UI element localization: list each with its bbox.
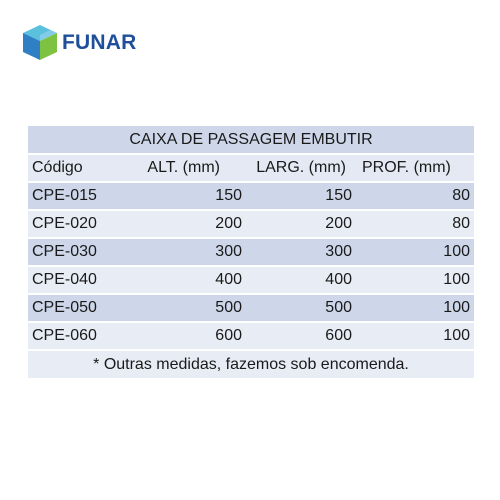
- cell-altura: 300: [136, 238, 246, 266]
- cell-codigo: CPE-060: [28, 322, 136, 350]
- cell-altura: 200: [136, 210, 246, 238]
- cell-largura: 300: [246, 238, 356, 266]
- cell-largura: 500: [246, 294, 356, 322]
- column-header-altura: ALT. (mm): [136, 154, 246, 182]
- cell-codigo: CPE-040: [28, 266, 136, 294]
- table-row: [28, 182, 474, 210]
- cell-codigo: CPE-020: [28, 210, 136, 238]
- cell-largura: 150: [246, 182, 356, 210]
- column-header-largura: LARG. (mm): [246, 154, 356, 182]
- table-row: [28, 294, 474, 322]
- cell-largura: 400: [246, 266, 356, 294]
- table-row: [28, 210, 474, 238]
- cell-largura: 600: [246, 322, 356, 350]
- table-header-row: [28, 154, 474, 182]
- cell-codigo: CPE-030: [28, 238, 136, 266]
- cell-altura: 500: [136, 294, 246, 322]
- column-header-codigo: Código: [28, 154, 136, 182]
- cell-profundidade: 100: [356, 266, 474, 294]
- cell-largura: 200: [246, 210, 356, 238]
- table-title: CAIXA DE PASSAGEM EMBUTIR: [28, 126, 474, 154]
- cell-profundidade: 100: [356, 294, 474, 322]
- table-title-row: [28, 126, 474, 154]
- cube-logo-icon: [20, 22, 60, 62]
- cell-codigo: CPE-050: [28, 294, 136, 322]
- cell-profundidade: 80: [356, 182, 474, 210]
- table-row: [28, 266, 474, 294]
- column-header-profundidade: PROF. (mm): [356, 154, 474, 182]
- table-footnote: * Outras medidas, fazemos sob encomenda.: [28, 350, 474, 379]
- cell-altura: 400: [136, 266, 246, 294]
- cell-profundidade: 100: [356, 238, 474, 266]
- cell-altura: 600: [136, 322, 246, 350]
- brand-name: FUNAR: [62, 30, 137, 54]
- cell-profundidade: 80: [356, 210, 474, 238]
- table-footnote-row: [28, 350, 474, 379]
- table-row: [28, 322, 474, 350]
- cell-codigo: CPE-015: [28, 182, 136, 210]
- spec-table: [28, 126, 474, 380]
- cell-profundidade: 100: [356, 322, 474, 350]
- brand-logo: [20, 22, 137, 62]
- table-row: [28, 238, 474, 266]
- cell-altura: 150: [136, 182, 246, 210]
